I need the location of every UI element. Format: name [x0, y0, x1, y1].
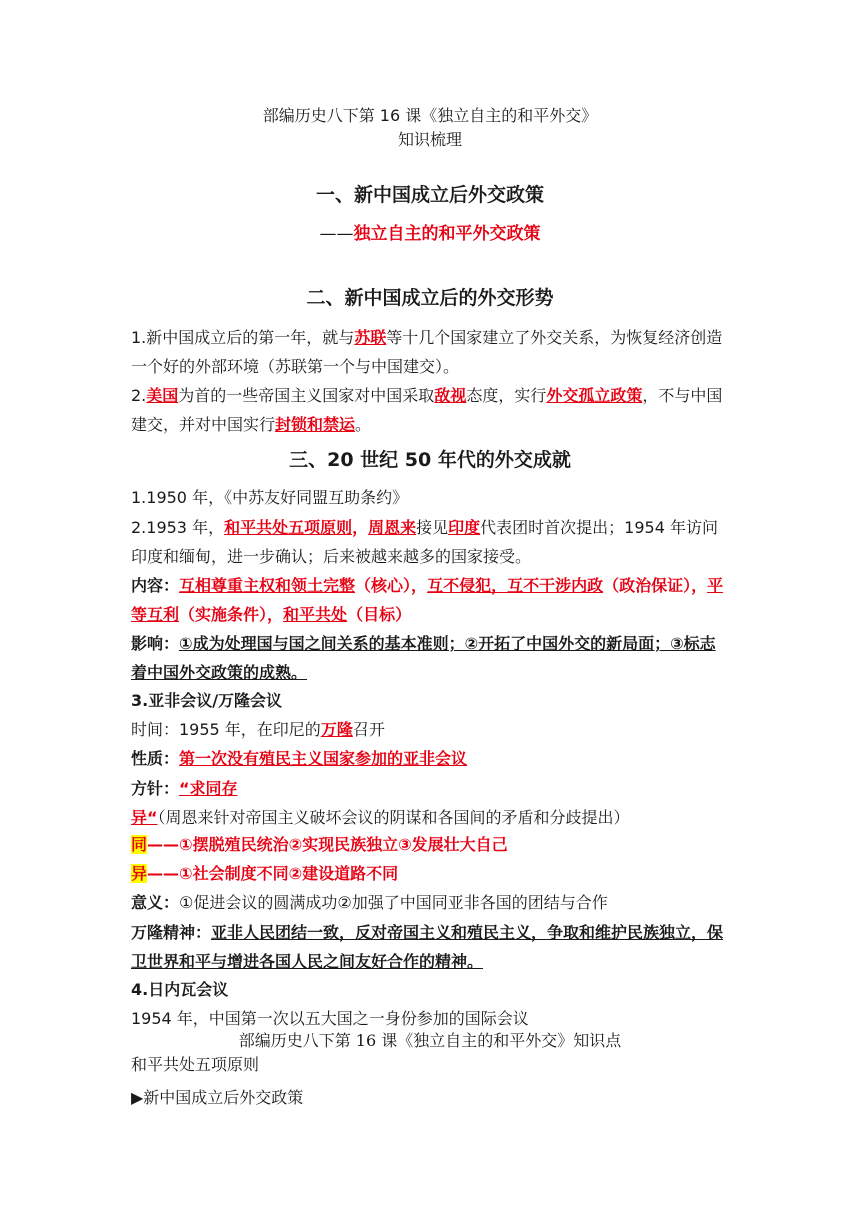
tail-line-1: 和平共处五项原则 [131, 1055, 260, 1074]
text: ， [411, 576, 428, 595]
text: （实施条件） [179, 605, 268, 624]
text: （核心） [355, 576, 412, 595]
document-subtitle: 知识梳理 [397, 130, 462, 149]
highlight-label: 同 [131, 835, 148, 854]
keyword: 周恩来 [368, 518, 417, 537]
nature-line [131, 745, 741, 772]
section1-heading: 一、新中国成立后外交政策 [315, 184, 544, 206]
text: 2. [131, 386, 147, 405]
impact-paragraph [131, 629, 731, 687]
text: ①促进会议的圆满成功②加强了中国同亚非各国的团结与合作 [179, 893, 608, 912]
text: 为首的一些帝国主义国家对中国采取 [178, 386, 435, 405]
section2-paragraph-2 [131, 381, 731, 439]
text: 亚非人民团结一致，反对帝国主义和殖民主义，争取和维护民族独立，保卫世界和平与增进各国人民之间友好合作的精神。 [131, 923, 724, 971]
policy-line [0, 222, 860, 246]
text: 2.1953 年， [131, 518, 225, 537]
text: （周恩来针对帝国主义破坏会议的阴谋和各国间的矛盾和分歧提出） [157, 808, 630, 827]
keyword: 外交孤立政策 [546, 386, 643, 405]
text: ， [691, 576, 708, 595]
section3-heading: 三、20 世纪 50 年代的外交成就 [289, 449, 571, 471]
keyword: 和平共处 [283, 605, 348, 624]
dash: —— [319, 224, 354, 244]
text: 。 [355, 415, 372, 434]
text: （政治保证） [603, 576, 692, 595]
text: 接见 [416, 518, 449, 537]
text: ， [352, 518, 369, 537]
keyword: 苏联 [354, 328, 387, 347]
text: ， [267, 605, 284, 624]
highlight-label: 异 [131, 864, 148, 883]
text: 等十几个国家建立了外交关系，为恢复经济创造一个好的外部环境（苏联第一个与中国建交）。 [131, 328, 723, 376]
tail-line-2: ▶新中国成立后外交政策 [131, 1088, 304, 1107]
section2-paragraph-1 [131, 323, 731, 381]
keyword: 美国 [146, 386, 179, 405]
item-3: 3.亚非会议/万隆会议 [131, 691, 283, 710]
diff-line [131, 860, 741, 887]
keyword: 敌视 [434, 386, 467, 405]
document-title: 部编历史八下第 16 课《独立自主的和平外交》 [262, 106, 598, 125]
text: （目标） [347, 605, 412, 624]
geneva-line: 1954 年，中国第一次以五大国之一身份参加的国际会议 [131, 1009, 529, 1028]
time-line [131, 716, 741, 743]
item-4: 4.日内瓦会议 [131, 980, 229, 999]
policy-name: 独立自主的和平外交政策 [353, 224, 541, 244]
text: 态度，实行 [466, 386, 547, 405]
text: 1.新中国成立后的第一年，就与 [131, 328, 355, 347]
label: 方针： [131, 779, 180, 798]
label: 影响： [131, 634, 180, 653]
item-2 [131, 513, 731, 571]
keyword: 万隆 [320, 720, 353, 739]
keyword: 平等互利 [131, 576, 724, 624]
spirit-paragraph [131, 918, 731, 976]
keyword: 封锁和禁运 [275, 415, 356, 434]
label: 内容： [131, 576, 180, 595]
keyword: 第一次没有殖民主义国家参加的亚非会议 [179, 749, 468, 768]
tail-title: 部编历史八下第 16 课《独立自主的和平外交》知识点 [238, 1031, 622, 1050]
text: 时间：1955 年，在印尼的 [131, 720, 321, 739]
label: 万隆精神： [131, 923, 212, 942]
policy-paragraph [131, 774, 731, 832]
label: 意义： [131, 893, 180, 912]
label: 性质： [131, 749, 180, 768]
text: ——①摆脱殖民统治②实现民族独立③发展壮大自己 [147, 835, 508, 854]
keyword: 互不侵犯，互不干涉内政 [427, 576, 604, 595]
keyword: 和平共处五项原则 [224, 518, 353, 537]
keyword: “求同存异“ [131, 779, 238, 827]
text: ①成为处理国与国之间关系的基本准则；②开拓了中国外交的新局面；③标志着中国外交政策的成熟。 [131, 634, 716, 682]
same-line [131, 831, 741, 858]
keyword: 印度 [448, 518, 481, 537]
content-paragraph [131, 571, 731, 629]
text: 代表团时首次提出；1954 年访问印度和缅甸，进一步确认；后来被越来越多的国家接受。 [131, 518, 718, 566]
keyword: 互相尊重主权和领土完整 [179, 576, 356, 595]
text: 召开 [352, 720, 385, 739]
significance-line [131, 889, 741, 916]
text: ，不与中国建交，并对中国实行 [131, 386, 723, 434]
text: ——①社会制度不同②建设道路不同 [147, 864, 399, 883]
item-1: 1.1950 年，《中苏友好同盟互助条约》 [131, 488, 409, 507]
section2-heading: 二、新中国成立后的外交形势 [306, 287, 554, 309]
